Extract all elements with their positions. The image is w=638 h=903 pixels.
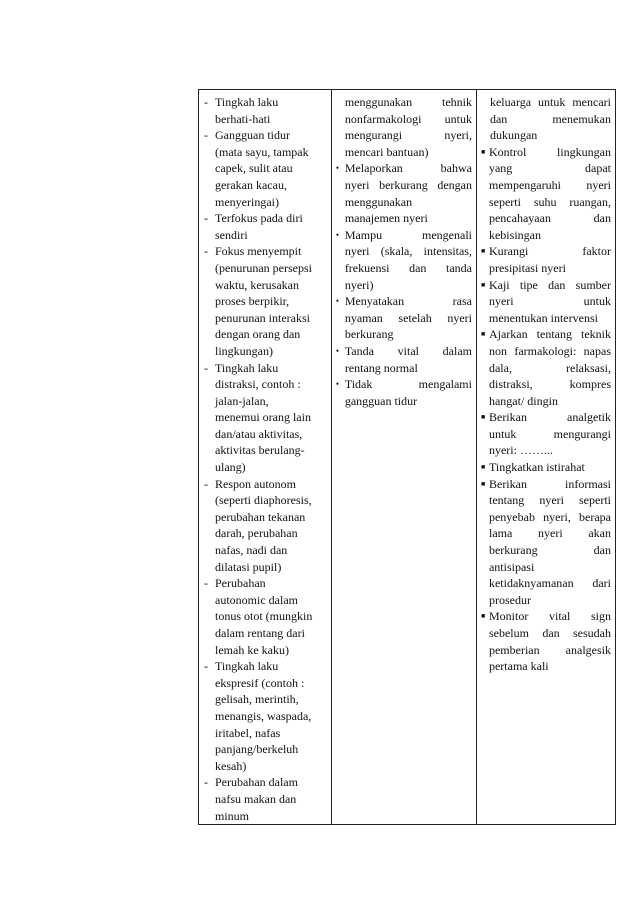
text-line: antisipasi (488, 559, 535, 574)
text-line: menggunakan tehnik (344, 95, 472, 109)
continued-text (481, 94, 611, 144)
text-line: seperti suhu ruangan, (488, 194, 611, 209)
square-bullet: ■ (480, 280, 486, 289)
dash-bullet: - (204, 211, 208, 226)
text-line: kebisingan (488, 227, 541, 242)
text-line: Fokus menyempit (215, 244, 302, 259)
text-line: tentang nyeri seperti (488, 493, 611, 508)
list-item (203, 360, 327, 476)
bullet-dot: • (335, 229, 339, 240)
text-line: berkurang dan (488, 543, 611, 558)
text-line: ketidaknyamanan dari (488, 576, 611, 591)
text-line: (seperti diaphoresis, (215, 493, 312, 508)
text-line: autonomic dalam (215, 592, 298, 607)
dash-bullet: - (204, 244, 208, 259)
text-line: dan menemukan (489, 111, 611, 126)
bullet-dot: • (335, 163, 339, 174)
text-line: Tingkatkan istirahat (488, 460, 585, 475)
text-line: rentang normal (344, 360, 418, 375)
square-bullet: ■ (480, 147, 486, 156)
text-line: frekuensi dan tanda (344, 260, 472, 275)
text-line: jalan-jalan, (215, 393, 269, 408)
list-item (481, 476, 611, 609)
interventions-column (476, 90, 615, 825)
text-line: yang dapat (488, 161, 611, 176)
list-item (203, 575, 327, 658)
dash-bullet: - (204, 128, 208, 143)
square-bullet: ■ (480, 330, 486, 339)
dash-bullet: - (204, 476, 208, 491)
text-line: Berikan informasi (488, 476, 611, 491)
text-line: darah, perubahan (215, 526, 298, 541)
list-item (203, 94, 327, 127)
text-line: nyeri: ……... (488, 443, 553, 458)
dash-bullet: - (204, 659, 208, 674)
list-item (336, 227, 472, 293)
text-line: dukungan (489, 128, 538, 143)
text-line: menemui orang lain (215, 410, 311, 425)
text-line: perubahan tekanan (215, 509, 306, 524)
text-line: distraksi, contoh : (215, 377, 301, 392)
text-line: nyeri berkurang dengan (344, 177, 472, 192)
text-line: untuk mengurangi (488, 426, 611, 441)
text-line: non farmakologi: napas (488, 343, 611, 358)
text-line: dalam rentang dari (215, 626, 305, 640)
text-line: menentukan intervensi (488, 310, 598, 325)
list-item (336, 160, 472, 226)
text-line: Tingkah laku (215, 95, 279, 109)
list-item (203, 127, 327, 210)
bullet-dot: • (335, 345, 339, 356)
text-line: keluarga untuk mencari (489, 95, 611, 109)
text-line: berhati-hati (215, 111, 271, 126)
text-line: dala, relaksasi, (488, 360, 611, 375)
list-item (203, 476, 327, 576)
text-line: penyebab nyeri, berapa (488, 509, 611, 524)
bullet-dot: • (335, 379, 339, 390)
text-line: proses berpikir, (215, 294, 290, 309)
list-item (481, 243, 611, 276)
text-line: Menyatakan rasa (344, 294, 472, 309)
list-item (336, 293, 472, 343)
text-line: nonfarmakologi untuk (344, 111, 472, 126)
text-line: kesah) (215, 758, 247, 773)
continued-text (336, 94, 472, 160)
text-line: pencahayaan dan (488, 211, 611, 226)
square-bullet: ■ (480, 463, 486, 472)
text-line: (mata sayu, tampak (215, 144, 309, 159)
text-line: presipitasi nyeri (488, 260, 566, 275)
text-line: dan/atau aktivitas, (215, 426, 303, 441)
text-line: menyeringai) (215, 194, 279, 209)
text-line: lama nyeri akan (488, 526, 611, 541)
text-line: ulang) (215, 460, 246, 475)
text-line: ekspresif (contoh : (215, 675, 305, 690)
text-line: Kontrol lingkungan (488, 144, 611, 159)
list-item (481, 144, 611, 244)
text-line: (penurunan persepsi (215, 260, 312, 275)
square-bullet: ■ (480, 612, 486, 621)
list-item (481, 409, 611, 459)
text-line: dengan orang dan (215, 327, 301, 342)
text-line: menggunakan (344, 194, 413, 209)
dash-bullet: - (204, 95, 208, 109)
list-item (481, 459, 611, 476)
list-item (203, 774, 327, 824)
text-line: iritabel, nafas (215, 725, 281, 740)
text-line: manajemen nyeri (344, 211, 428, 226)
list-item (203, 658, 327, 774)
text-line: nafsu makan dan (215, 791, 297, 806)
table-row (199, 90, 616, 825)
text-line: Berikan analgetik (488, 410, 611, 425)
dash-bullet: - (204, 576, 208, 591)
text-line: Gangguan tidur (215, 128, 290, 143)
text-line: gelisah, merintih, (215, 692, 299, 707)
square-bullet: ■ (480, 413, 486, 422)
text-line: distraksi, kompres (488, 377, 611, 392)
text-line: sendiri (215, 227, 248, 242)
text-line: nyaman setelah nyeri (344, 310, 472, 325)
list-item (481, 608, 611, 674)
text-line: nyeri untuk (488, 294, 611, 309)
dash-bullet: - (204, 360, 208, 375)
text-line: lingkungan) (215, 343, 273, 358)
text-line: Kurangi faktor (488, 244, 611, 259)
bullet-dot: • (335, 296, 339, 307)
outcome-criteria-column (331, 90, 476, 825)
list-item (481, 277, 611, 327)
list-item (203, 243, 327, 359)
text-line: nafas, nadi dan (215, 543, 288, 558)
text-line: Terfokus pada diri (215, 211, 303, 226)
text-line: Ajarkan tentang teknik (488, 327, 611, 342)
list-item (203, 210, 327, 243)
text-line: pertama kali (488, 659, 549, 674)
text-line: Tidak mengalami (344, 377, 472, 392)
text-line: mengurangi nyeri, (344, 128, 472, 143)
text-line: Tingkah laku (215, 659, 279, 674)
text-line: gerakan kacau, (215, 177, 287, 192)
text-line: aktivitas berulang- (215, 443, 305, 458)
text-line: prosedur (488, 592, 531, 607)
text-line: Perubahan dalam (215, 775, 298, 790)
text-line: panjang/berkeluh (215, 742, 299, 757)
text-line: Respon autonom (215, 476, 296, 491)
text-line: sebelum dan sesudah (488, 626, 611, 640)
text-line: Kaji tipe dan sumber (488, 277, 611, 292)
dash-bullet: - (204, 775, 208, 790)
square-bullet: ■ (480, 247, 486, 256)
text-line: Tanda vital dalam (344, 343, 472, 358)
text-line: menangis, waspada, (215, 708, 312, 723)
text-line: mencari bantuan) (344, 144, 429, 159)
text-line: Mampu mengenali (344, 227, 472, 242)
list-item (481, 326, 611, 409)
characteristics-column (199, 90, 332, 825)
text-line: penurunan interaksi (215, 310, 310, 325)
text-line: tonus otot (mungkin (215, 609, 313, 624)
text-line: Tingkah laku (215, 360, 279, 375)
text-line: mempengaruhi nyeri (488, 177, 611, 192)
text-line: lemah ke kaku) (215, 642, 289, 657)
text-line: gangguan tidur (344, 393, 418, 408)
text-line: nyeri) (344, 277, 374, 292)
text-line: Monitor vital sign (488, 609, 611, 624)
square-bullet: ■ (480, 479, 486, 488)
intervention-table (198, 89, 616, 825)
list-item (336, 343, 472, 376)
text-line: Perubahan (215, 576, 266, 591)
text-line: dilatasi pupil) (215, 559, 282, 574)
text-line: hangat/ dingin (488, 393, 558, 408)
text-line: capek, sulit atau (215, 161, 293, 176)
text-line: minum (215, 808, 250, 823)
text-line: berkurang (344, 327, 394, 342)
text-line: Melaporkan bahwa (344, 161, 472, 176)
text-line: nyeri (skala, intensitas, (344, 244, 472, 259)
list-item (336, 376, 472, 409)
text-line: waktu, kerusakan (215, 277, 299, 292)
text-line: pemberian analgesik (488, 642, 611, 657)
